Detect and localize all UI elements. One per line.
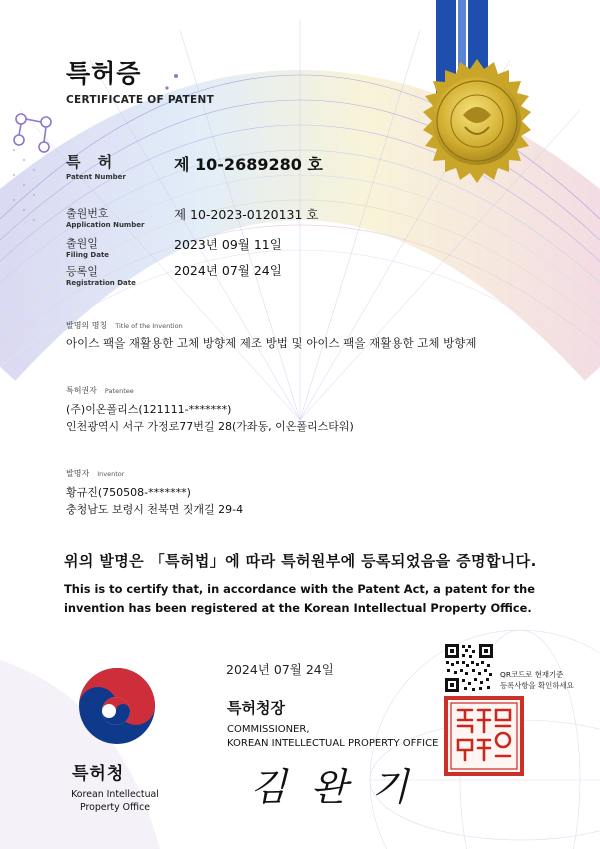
commissioner-title-english-line2: KOREAN INTELLECTUAL PROPERTY OFFICE bbox=[227, 738, 439, 749]
commissioner-signature: 김 완 기 bbox=[250, 765, 415, 809]
certificate-title-korean: 특허증 bbox=[66, 59, 142, 88]
certification-statement-korean: 위의 발명은 「특허법」에 따라 특허원부에 등록되었음을 증명합니다. bbox=[64, 552, 537, 570]
registration-date-label bbox=[66, 263, 136, 287]
filing-date-label bbox=[66, 235, 109, 259]
office-name-english bbox=[60, 788, 170, 814]
office-name-english-line2: Property Office bbox=[79, 802, 150, 813]
qr-code-note bbox=[500, 669, 574, 691]
qr-code-note-line1: QR코드로 현재기준 bbox=[500, 670, 564, 679]
invention-title-label-ko: 발명의 명칭 bbox=[66, 321, 108, 330]
office-name-korean: 특허청 bbox=[72, 764, 125, 784]
qr-code-icon bbox=[445, 644, 493, 692]
filing-date-label-en: Filing Date bbox=[66, 251, 110, 259]
application-number-value: 제 10-2023-0120131 호 bbox=[174, 207, 319, 222]
qr-code-note-line2: 등록사항을 확인하세요 bbox=[500, 681, 574, 690]
office-name-english-line1: Korean Intellectual bbox=[71, 789, 159, 800]
commissioner-title-english bbox=[227, 723, 438, 751]
patent-number-label-en: Patent Number bbox=[66, 173, 126, 181]
application-number-label-en: Application Number bbox=[66, 221, 145, 229]
registration-date-value: 2024년 07월 24일 bbox=[174, 263, 282, 278]
invention-title-label-en: Title of the Invention bbox=[115, 322, 183, 330]
inventor-section bbox=[66, 461, 243, 518]
inventor-label-en: Inventor bbox=[97, 470, 125, 478]
invention-title-section bbox=[66, 313, 476, 352]
registration-date-label-en: Registration Date bbox=[66, 279, 136, 287]
inventor-name: 황규진(750508-*******) bbox=[66, 486, 191, 499]
patent-number-label-ko: 특 허 bbox=[66, 153, 119, 171]
patentee-section bbox=[66, 378, 354, 435]
patentee-label-ko: 특허권자 bbox=[66, 386, 97, 395]
inventor-label-ko: 발명자 bbox=[66, 469, 90, 478]
application-number-label-ko: 출원번호 bbox=[66, 207, 109, 220]
patent-number-label bbox=[66, 151, 126, 181]
application-number-label bbox=[66, 205, 144, 229]
filing-date-value: 2023년 09월 11일 bbox=[174, 237, 282, 252]
certification-statement-english: This is to certify that, in accordance with the Patent Act, a patent for the invention has been registered at the Korean Intellectual Property Office. bbox=[64, 582, 535, 615]
patentee-label-en: Patentee bbox=[104, 387, 134, 395]
commissioner-title-korean: 특허청장 bbox=[227, 699, 285, 717]
issue-date: 2024년 07월 24일 bbox=[226, 662, 334, 677]
registration-date-label-ko: 등록일 bbox=[66, 265, 98, 278]
kipo-emblem-icon bbox=[79, 668, 155, 744]
certificate-title-english: CERTIFICATE OF PATENT bbox=[66, 94, 215, 106]
patentee-address: 인천광역시 서구 가정로77번길 28(가좌동, 이온폴리스타워) bbox=[66, 420, 354, 433]
official-red-stamp bbox=[446, 698, 522, 774]
invention-title-value: 아이스 팩을 재활용한 고체 방향제 제조 방법 및 아이스 팩을 재활용한 고체 방향제 bbox=[66, 336, 477, 350]
inventor-address: 충청남도 보령시 천북면 짓개길 29-4 bbox=[66, 503, 244, 516]
filing-date-label-ko: 출원일 bbox=[66, 237, 98, 250]
patent-number-value: 제 10-2689280 호 bbox=[174, 155, 323, 174]
commissioner-title-english-line1: COMMISSIONER, bbox=[227, 724, 310, 735]
patentee-name: (주)이온폴리스(121111-*******) bbox=[66, 403, 232, 416]
